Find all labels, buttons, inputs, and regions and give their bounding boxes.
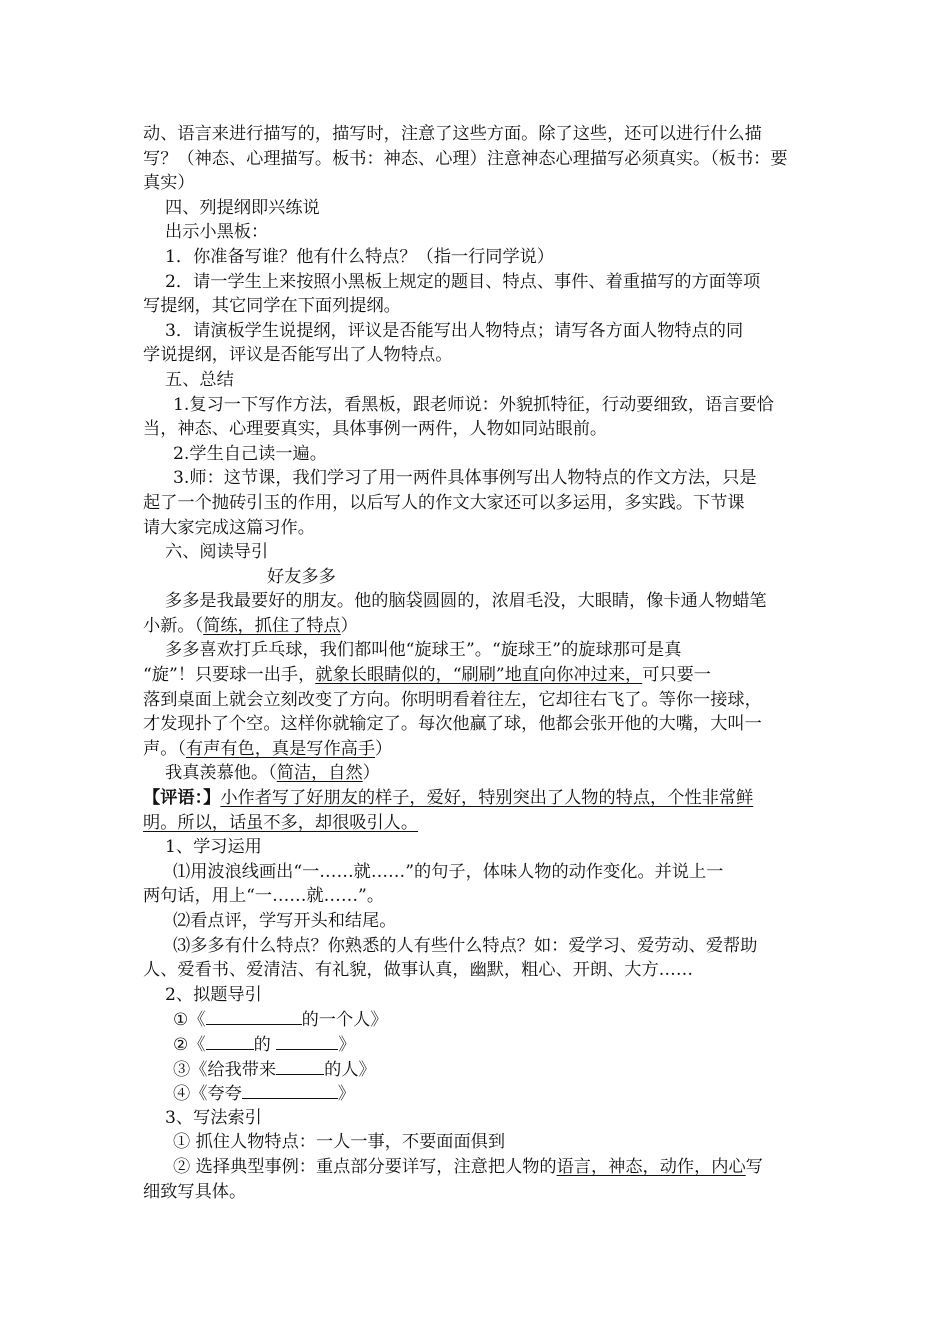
list-item: 2．请一学生上来按照小黑板上规定的题目、特点、事件、着重描写的方面等项: [165, 271, 761, 292]
paragraph-line: 动、语言来进行描写的，描写时，注意了这些方面。除了这些，还可以进行什么描: [143, 124, 762, 144]
list-item: 1.复习一下写作方法，看黑板，跟老师说：外貌抓特征，行动要细致，语言要恰: [173, 394, 774, 415]
fill-blank: [276, 1032, 338, 1050]
title-template: [143, 1032, 811, 1057]
text-span: ）: [375, 738, 393, 759]
document-page: [143, 122, 811, 1204]
title-template: [143, 1007, 811, 1032]
paragraph-line: [143, 663, 811, 688]
list-item: 1．你准备写谁？他有什么特点？（指一行同学说）: [165, 246, 555, 267]
annotation-underlined: 简洁，自然: [276, 763, 363, 784]
list-item: ⑴用波浪线画出“一……就……”的句子，体味人物的动作变化。并说上一: [173, 861, 724, 882]
text-span: 的: [253, 1034, 271, 1055]
paragraph-line: 写提纲，其它同学在下面列提纲。: [143, 296, 401, 317]
paragraph-line: 写？（神态、心理描写。板书：神态、心理）注意神态心理描写必须真实。（板书：要: [143, 148, 788, 169]
text-span: ②《: [173, 1034, 206, 1055]
fill-blank: [242, 1081, 338, 1099]
paragraph-line: 起了一个抛砖引玉的作用，以后写人的作文大家还可以多运用，多实践。下节课: [143, 492, 745, 513]
list-item: ⑵看点评，学写开头和结尾。: [173, 911, 397, 931]
title-template: [143, 1057, 811, 1082]
essay-title: 好友多多: [267, 566, 336, 587]
text-span: 》: [337, 1084, 355, 1105]
annotation-underlined: 简练，抓住了特点: [203, 615, 341, 636]
list-item: 2.学生自己读一遍。: [173, 443, 327, 464]
annotation-underlined: 语言，神态，动作，内心: [556, 1156, 746, 1177]
subsection-heading: 2、拟题导引: [165, 984, 262, 1005]
paragraph-line: 落到桌面上就会立刻改变了方向。你明明看着往左，它却往右飞了。等你一接球，: [143, 689, 762, 710]
paragraph-line: 才发现扑了个空。这样你就输定了。每次他赢了球，他都会张开他的大嘴，大叫一: [143, 714, 762, 735]
comment-line: [143, 786, 811, 811]
subsection-heading: 3、写法索引: [165, 1107, 262, 1128]
paragraph-line: 多多是我最要好的朋友。他的脑袋圆圆的，浓眉毛没，大眼睛，像卡通人物蜡笔: [165, 591, 767, 612]
text-span: 声。（: [143, 738, 186, 759]
section-heading: 六、阅读导引: [165, 542, 269, 563]
text-span: 的人》: [324, 1059, 376, 1080]
text-span: 的一个人》: [301, 1010, 388, 1031]
text-span: ）: [362, 763, 380, 784]
list-item: 3．请演板学生说提纲，评议是否能写出人物特点；请写各方面人物特点的同: [165, 320, 744, 341]
comment-underlined: 明。所以，话虽不多，却很吸引人。: [143, 812, 419, 833]
text-span: ①《: [173, 1010, 206, 1031]
comment-line: [143, 811, 811, 836]
text-span: 小新。（: [143, 615, 204, 636]
title-template: [143, 1081, 811, 1106]
text-span: 我真羡慕他。（: [165, 763, 277, 784]
paragraph-line: [143, 737, 811, 762]
list-item: ⑶多多有什么特点？你熟悉的人有些什么特点？如：爱学习、爱劳动、爱帮助: [173, 935, 758, 956]
text-span: ）: [340, 615, 358, 636]
annotation-underlined: 就象长眼睛似的，“刷刷”地直向你冲过来，: [315, 665, 643, 686]
paragraph-line: 细致写具体。: [143, 1181, 247, 1202]
text-span: 》: [338, 1034, 356, 1055]
section-heading: 四、列提纲即兴练说: [165, 197, 320, 218]
list-item: ① 抓住人物特点：一人一事，不要面面俱到: [173, 1132, 506, 1153]
text-span: ② 选择典型事例：重点部分要详写，注意把人物的: [173, 1156, 557, 1177]
fill-blank: [276, 1057, 324, 1075]
comment-underlined: 小作者写了好朋友的样子，爱好，特别突出了人物的特点，个性非常鲜: [220, 788, 754, 809]
paragraph-line: 真实）: [143, 173, 195, 194]
paragraph-line: 人、爱看书、爱清洁、有礼貌，做事认真，幽默，粗心、开朗、大方……: [143, 960, 694, 981]
text-span: 写: [745, 1156, 763, 1177]
paragraph-line: 当，神态、心理要真实，具体事例一两件，人物如同站眼前。: [143, 419, 608, 440]
list-item: 3.师：这节课，我们学习了用一两件具体事例写出人物特点的作文方法，只是: [173, 468, 757, 489]
text-span: ③《给我带来: [173, 1059, 277, 1080]
paragraph-line: 学说提纲，评议是否能写出了人物特点。: [143, 345, 453, 366]
text-span: 可只要一: [642, 665, 711, 686]
list-item: [143, 1155, 811, 1180]
subsection-heading: 1、学习运用: [165, 837, 262, 858]
text-span: ④《夸夸: [173, 1084, 242, 1105]
comment-label: 【评语：】: [143, 788, 221, 809]
paragraph-line: 请大家完成这篇习作。: [143, 517, 315, 538]
section-heading: 五、总结: [165, 369, 234, 390]
paragraph-line: [143, 614, 811, 639]
paragraph-line: [143, 761, 811, 786]
text-span: “旋”！只要球一出手，: [143, 665, 316, 686]
fill-blank: [206, 1032, 254, 1050]
fill-blank: [206, 1007, 302, 1025]
annotation-underlined: 有声有色，真是写作高手: [185, 738, 376, 759]
paragraph-line: 两句话，用上“一……就……”。: [143, 886, 385, 907]
paragraph-line: 出示小黑板：: [165, 222, 269, 243]
paragraph-line: 多多喜欢打乒乓球，我们都叫他“旋球王”。“旋球王”的旋球那可是真: [165, 640, 682, 661]
